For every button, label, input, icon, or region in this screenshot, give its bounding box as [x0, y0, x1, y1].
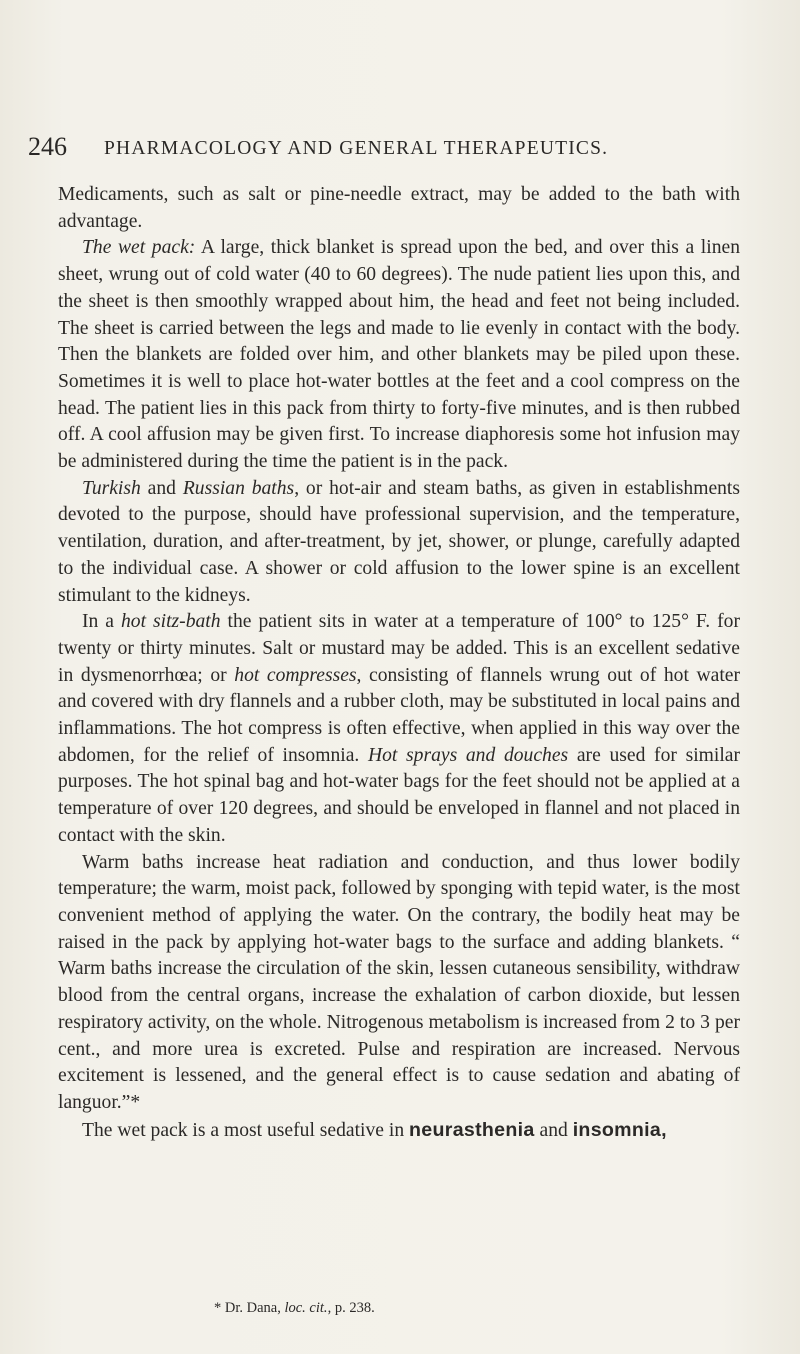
connector-text: and [534, 1119, 573, 1141]
connector-text: and [140, 477, 183, 499]
paragraph-text: , consisting of flannels wrung out of hot water and covered with dry flannels and a rubber cloth, may be substituted in local pains and inflammations. The hot compress is often effective, when applied in this way over the abdomen, for the relief of insomnia. [58, 664, 741, 766]
term-wet-pack: The wet pack: [82, 237, 196, 259]
term-hot-compresses: hot compresses [234, 664, 357, 686]
paragraph-wet-pack [58, 235, 740, 475]
paragraph-turkish-baths [58, 476, 740, 610]
paragraph-text: In a [82, 611, 121, 633]
term-russian-baths: Russian baths [182, 477, 295, 499]
term-hot-sprays: Hot sprays and douches [367, 744, 569, 766]
paragraph-text: A large, thick blanket is spread upon the bed, and over this a linen sheet, wrung out of cold water (40 to 60 degrees). The nude patient lies upon this, and the sheet is then smoothly wrapped about him, the head and feet not being included. The sheet is carried between the legs and made to lie evenly in contact with the body. Then the blankets are folded over him, and other blankets may be piled upon these. Sometimes it is well to place hot-water bottles at the feet and a cool compress on the head. The patient lies in this pack from thirty to forty-five minutes, and is then rubbed off. A cool affusion may be given first. To increase diaphoresis some hot infusion may be administered during the time the patient is in the pack. [58, 237, 740, 473]
footnote-marker: * Dr. Dana, [214, 1300, 285, 1316]
term-hot-sitz-bath: hot sitz-bath [121, 611, 221, 633]
running-head: PHARMACOLOGY AND GENERAL THERAPEUTICS. [104, 138, 609, 159]
paragraph-text: Warm baths increase heat radiation and conduction, and thus lower bodily temperature; the warm, moist pack, followed by sponging with tepid water, is the most convenient method of applying the water. On the contrary, the bodily heat may be raised in the pack by applying hot-water bags to the surface and adding blankets. “ Warm baths increase the circulation of the skin, lessen cutaneous sensibility, withdraw blood from the central organs, increase the exhalation of carbon dioxide, but lessen respiratory activity, on the whole. Nitrogenous metabolism is increased from 2 to 3 per cent., and more urea is excreted. Pulse and respiration are increased. Nervous excitement is lessened, and the general effect is to cause sedation and abating of languor.”* [58, 851, 740, 1113]
footnote-page: , p. 238. [327, 1300, 375, 1316]
term-turkish: Turkish [82, 477, 141, 499]
page-header [28, 132, 728, 172]
paragraph-text: the patient sits in water at a temperature of 100° to 125° F. for twenty or thirty minutes. Salt or mustard may be added. This is an excellent sedative in dysmenorrhœa; or [58, 611, 740, 686]
term-neurasthenia: neurasthenia [409, 1118, 535, 1141]
footnote-cite: loc. cit. [284, 1300, 328, 1316]
footnote [214, 1300, 614, 1317]
paragraph-neurasthenia [58, 1117, 740, 1145]
paragraph-text: are used for similar purposes. The hot spinal bag and hot-water bags for the feet should not be applied at a temperature of over 120 degrees, and should be enveloped in flannel and not placed in contact with the skin. [58, 744, 740, 846]
paragraph-text: Medicaments, such as salt or pine-needle extract, may be added to the bath with advantage. [58, 184, 740, 232]
term-insomnia: insomnia, [572, 1118, 667, 1141]
paragraph-text: , or hot-air and steam baths, as given in establishments devoted to the purpose, should have professional supervision, and the temperature, ventilation, duration, and after-treatment, by jet, shower, or plunge, carefully adapted to the individual case. A shower or cold affusion to the lower spine is an excellent stimulant to the kidneys. [58, 477, 741, 606]
page-number: 246 [28, 132, 67, 161]
paragraph-medicaments [58, 182, 740, 235]
paragraph-text: The wet pack is a most useful sedative in [82, 1119, 410, 1141]
paragraph-sitz-bath [58, 609, 740, 849]
paragraph-warm-baths [58, 850, 740, 1117]
body-text [58, 182, 740, 1144]
